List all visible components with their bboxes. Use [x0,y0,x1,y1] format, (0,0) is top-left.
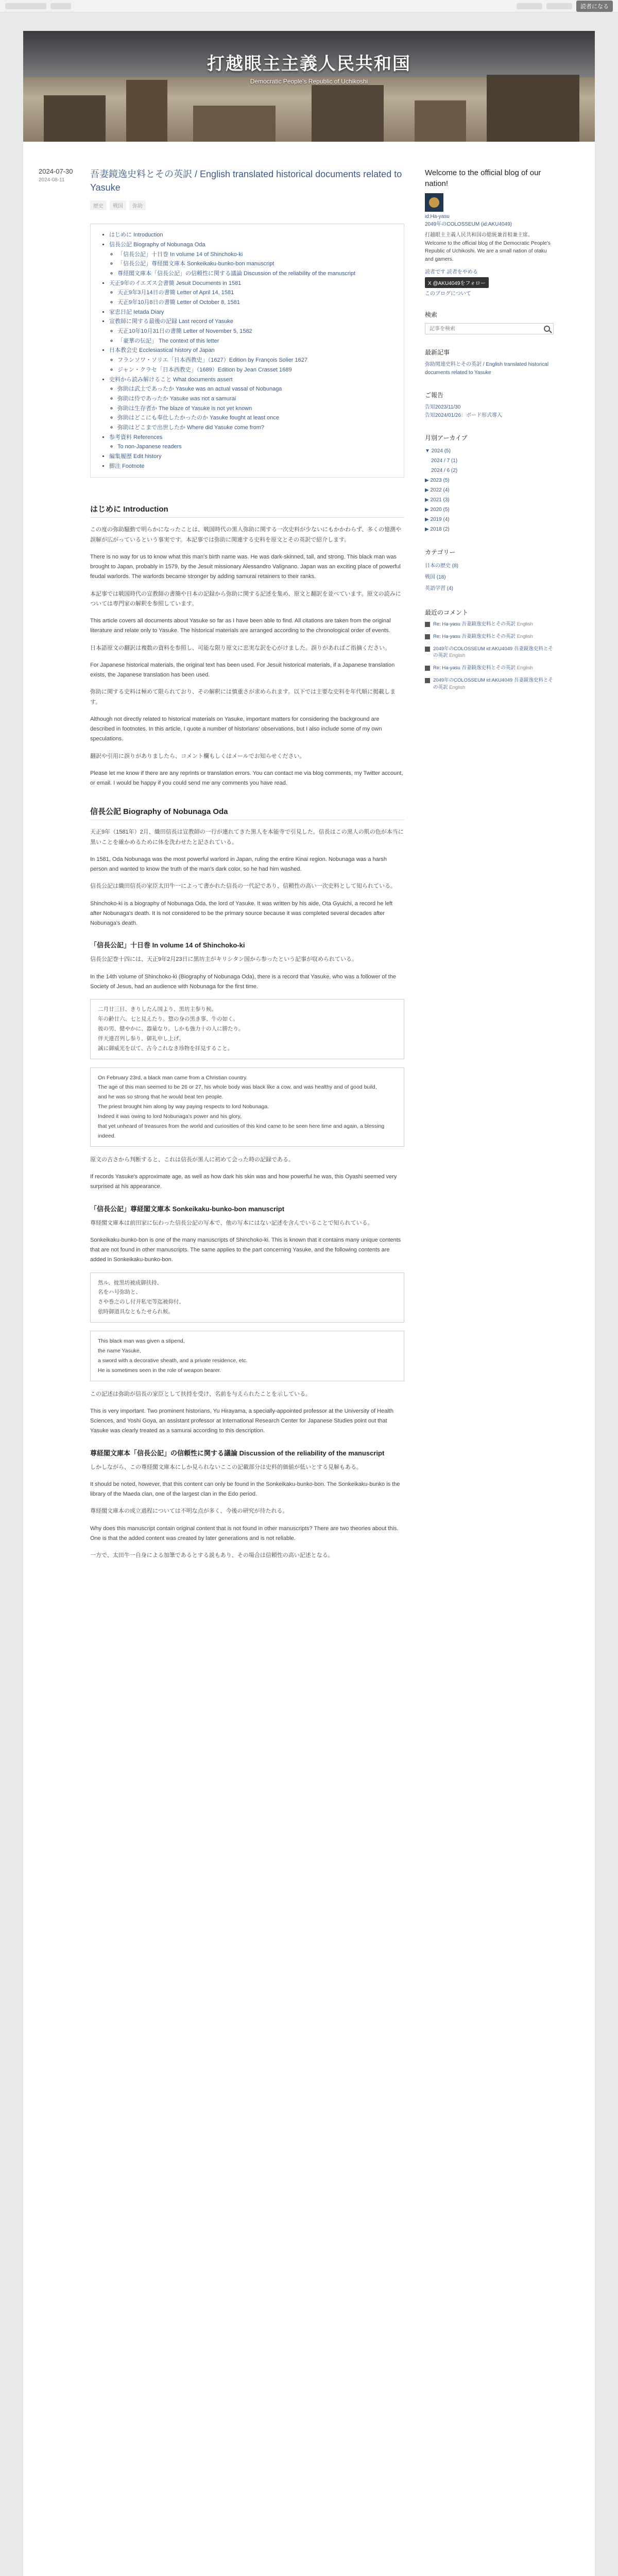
comment-icon [425,622,430,627]
archive-item[interactable]: ▼ 2024 (5) [425,448,451,454]
toc-item [109,279,393,308]
tag[interactable]: 歴史 [90,200,107,210]
comment-group: English [449,684,466,690]
note-link[interactable]: 告知2024/01/26：ボード形式導入 [425,413,503,418]
archive-item[interactable]: ▶ 2018 (2) [425,527,450,532]
toc-item [117,288,393,298]
comment-text [433,665,533,672]
header-building [312,85,384,142]
paragraph: This article covers all documents about Yasuke so far as I have been able to find. All citations are taken from the original literature and relate only to Yasuke. The historical materials are arranged according to the chronological order of events. [90,618,391,634]
blog-title[interactable]: 打越眼主主義人民共和国 [207,55,411,74]
toc-link[interactable]: 日本教会史 Ecclesiastical history of Japan [109,347,215,354]
quote-line: This black man was given a stipend, [98,1338,185,1345]
toc-link[interactable]: 天正9年のイエズス会書簡 Jesuit Documents in 1581 [109,280,242,286]
toc-link[interactable]: 宣教師に関する最後の記録 Last record of Yasuke [109,318,234,325]
quote-line: that yet unheard of treasures from the world and curiosities of this kind came to be seen here time and again, a blessing indeed. [98,1123,385,1139]
category-item[interactable]: 戦国 (18) [425,574,446,580]
search-heading: 検索 [425,311,438,318]
paragraph: この記述は弥助が信長の家臣として扶持を受け、名前を与えられたことを示している。 [90,1391,311,1397]
paragraph: 尊経閣文庫本は前田家に伝わった信長公記の写本で、他の写本にはない記述を含んでいることで知られている。 [90,1219,373,1226]
comment-icon [425,678,430,683]
topbar-logo[interactable] [5,3,46,9]
paragraph: This is very important. Two prominent historians, Yu Hirayama, a specially-appointed professor at the University of Health Sciences, and Yoshi Goya, an assistant professor at International Research Center for Japanese Studies point out that Yasuke was clearly treated as a samurai according to this description. [90,1408,393,1434]
comment-title: Re: Ha-yasu 吾妻鏡逸史料とその英訳 [433,665,516,671]
quote-line: and he was so strong that he would beat ten people. [98,1094,224,1100]
toc-item [109,308,393,317]
paragraph: しかしながら、この尊経閣文庫本にしか見られないここの記載部分は史料的価値が低いとする見解もある。 [90,1464,362,1470]
quote-line: 誠に御威光を以て、古今これなき珍物を拝見すること。 [98,1045,233,1052]
toc-link[interactable]: 「信長公記」十日巻 In volume 14 of Shinchoko-ki [117,251,243,258]
entry-date-updated: 2024-08-11 [39,177,65,183]
readers-link[interactable]: 読者です 読者をやめる [425,269,478,275]
paragraph: In the 14th volume of Shinchoko-ki (Biography of Nobunaga Oda), there is a record that Yasuke, who was a follower of the Society of Jesus, had an audience with Nobunaga for the first time. [90,973,396,990]
entry-title[interactable]: 吾妻鏡逸史料とその英訳 / English translated historical documents related to Yasuke [90,169,402,193]
topbar-link[interactable] [50,3,71,9]
content [23,142,595,1568]
topbar-link-2[interactable] [517,3,542,9]
quote-translation [90,1331,404,1381]
paragraph: It should be noted, however, that this content can only be found in the Sonkeikaku-bunko-bon. The Sonkeikaku-bunko is the library of the Maeda clan, one of the largest clan in the Edo period. [90,1481,400,1498]
toc-item [117,404,393,414]
archive-item[interactable]: 2024 / 6 (2) [431,468,458,473]
toc-link[interactable]: 脚注 Footnote [109,463,145,469]
toc-item [109,230,393,240]
quote-line: the name Yasuke, [98,1348,141,1354]
toc-item [117,327,393,336]
follow-button[interactable]: X @AKU4049をフォロー [425,277,489,288]
toc-link[interactable]: 天正9年3月14日の書簡 Letter of April 14, 1581 [117,290,234,296]
archive-item[interactable]: ▶ 2019 (4) [425,517,450,522]
toc-item [109,375,393,433]
blog-header [23,31,595,142]
note-link[interactable]: 告知2023/11/30 [425,404,461,410]
paragraph: Why does this manuscript contain original content that is not found in other manuscripts? There are two theories about this. One is that the added content was created by later generations and is not reliable. [90,1525,399,1541]
archive-item[interactable]: 2024 / 7 (1) [431,458,458,464]
comment-title: Re: Ha-yasu 吾妻鏡逸史料とその英訳 [433,633,516,639]
tag[interactable]: 弥助 [129,200,146,210]
archive-item[interactable]: ▶ 2022 (4) [425,487,450,493]
archive-list [425,446,554,534]
quote-line: 名をハ号弥助と、 [98,1289,141,1296]
avatar[interactable] [425,193,443,212]
category-item[interactable]: 日本の歴史 (8) [425,563,458,569]
header-building [415,100,466,142]
toc-link[interactable]: 天正9年10月8日の書簡 Letter of October 8, 1581 [117,299,240,306]
paragraph: 本記事では戦国時代の宣教師の書簡や日本の記録から弥助に関する記述を集め、原文と翻訳を並べています。原文の読みについては専門家の解釈を参照しています。 [90,590,401,607]
paragraph: If records Yasuke's approximate age, as well as how dark his skin was and how powerful he was, this Oyashi seemed very surprised at his appearance. [90,1174,397,1190]
toc-item [117,259,393,269]
comment-text [433,633,533,640]
toc-link[interactable]: 弥助はどこにも奉仕したかったのか Yasuke fought at least once [117,415,279,421]
quote-line: Indeed it was owing to lord Nobunaga's power and his glory, [98,1113,242,1120]
quote-line: 然ル、彼黒坊被成御扶持、 [98,1279,163,1286]
section-heading-intro: はじめに Introduction [90,503,404,518]
subsection-heading: 「信長公記」尊経閣文庫本 Sonkeikaku-bunko-bon manuscript [90,1205,285,1213]
comment-group: English [517,665,533,671]
toc-item [117,250,393,260]
sidebar-name[interactable]: 2049年のCOLOSSEUM (id:AKU4049) [425,222,512,227]
category-heading: カテゴリー [425,549,456,556]
toc-item [109,462,393,471]
toc-item [109,317,393,346]
quote-original [90,999,404,1059]
comment-text [433,646,554,660]
section-heading-shincho: 信長公記 Biography of Nobunaga Oda [90,806,404,820]
toc-item [109,433,393,452]
comment-group: English [517,633,533,639]
toc-link[interactable]: 史料から読み解けること What documents assert [109,376,233,383]
paragraph: 一方で、太田牛一自身による加筆であるとする説もあり、その場合は信頼性の高い記述となる。 [90,1552,334,1559]
search-icon[interactable] [544,326,550,332]
toc-link[interactable]: 弥助は侍であったか Yasuke was not a samurai [117,395,236,402]
toc-link[interactable]: 信長公記 Biography of Nobunaga Oda [109,241,205,248]
comment-item[interactable] [425,646,554,660]
blog-subtitle: Democratic People's Republic of Uchikoshi [250,78,368,85]
toc-link[interactable]: 尊経閣文庫本「信長公記」の信頼性に関する議論 Discussion of the reliability of the manuscript [117,270,356,277]
archive-item[interactable]: ▶ 2021 (3) [425,497,450,503]
comment-text [433,621,533,628]
search-input[interactable] [428,326,544,332]
subsection-heading: 「信長公記」十日巻 In volume 14 of Shinchoko-ki [90,941,245,950]
toc-item [117,269,393,279]
toc-item [109,452,393,462]
topbar-left [5,3,71,9]
paragraph: 日本語原文の翻訳は複数の資料を参照し、可能な限り原文に忠実な訳を心がけました。誤りがあればご指摘ください。 [90,645,390,651]
toc-item [117,423,393,433]
toc-link[interactable]: 家忠日記 Ietada Diary [109,309,164,315]
toc-link[interactable]: 「信長公記」尊経閣文庫本 Sonkeikaku-bunko-bon manuscript [117,261,274,267]
toc-item [117,298,393,308]
toc-item [117,365,393,375]
sidebar-description: 打越眼主主義人民共和国の総統兼首相兼主席。Welcome to the official blog of the Democratic People's Republic of Uchikoshi. We are a small nation of otaku and gamers. [425,232,551,262]
comment-group: English [517,621,533,627]
quote-translation [90,1067,404,1147]
toc-item [117,394,393,404]
subsection-heading: 尊経閣文庫本「信長公記」の信頼性に関する議論 Discussion of the reliability of the manuscript [90,1449,385,1457]
toc-item [109,346,393,375]
comment-icon [425,647,430,652]
paragraph: Although not directly related to historical materials on Yasuke, important matters for considering the background are described in footnotes. In this article, I quote a number of historians' observations, but I also include some of my own speculations. [90,716,382,742]
archive-heading: 月別アーカイブ [425,434,468,442]
paragraph: 尊経閣文庫本の成立過程については不明な点が多く、今後の研究が待たれる。 [90,1508,288,1515]
category-item[interactable]: 英語学習 (4) [425,586,453,591]
about-link[interactable]: このブログについて [425,291,471,297]
toc-link[interactable]: 編集履歴 Edit history [109,453,162,460]
latest-comments-heading: 最近のコメント [425,609,469,616]
entry-date-published[interactable]: 2024-07-30 [39,167,73,175]
quote-original [90,1273,404,1323]
quote-line: The age of this man seemed to be 26 or 27, his whole body was black like a cow, and was healthy and of good build, [98,1084,377,1091]
paragraph: There is no way for us to know what this man's birth name was. He was dark-skinned, tall, and strong. This black man was brought to Japan, probably in 1579, by the Jesuit missionary Alessandro Valignano. Japan was an exciting place of powerful feudal warlords. The warlords became stronger by adding samurai retainers to their ranks. [90,553,401,580]
subscribe-button[interactable]: 読者になる [576,1,613,12]
sidebar-user[interactable]: id:Ha-yasu [425,214,450,219]
toc-link[interactable]: 弥助はどこまで出世したか Where did Yasuke come from? [117,424,265,431]
header-building [126,80,167,142]
header-building [44,95,106,142]
toc-link[interactable]: はじめに Introduction [109,232,163,239]
archive-item[interactable]: ▶ 2023 (5) [425,478,450,483]
recent-heading: 最新記事 [425,349,450,356]
comment-title: 2049年のCOLOSSEUM id:AKU4049 吾妻鏡逸史料とその英訳 [433,677,553,690]
toc-link[interactable]: To non-Japanese readers [117,444,182,450]
toc-link[interactable]: 弥助は武士であったか Yasuke was an actual vassal of Nobunaga [117,386,282,393]
topbar-link-3[interactable] [546,3,572,9]
paragraph: 翻訳や引用に誤りがありましたら、コメント欄もしくはメールでお知らせください。 [90,753,305,759]
quote-line: On February 23rd, a black man came from a Christian country. [98,1074,248,1081]
comment-group: English [449,653,466,659]
entry-tags [90,200,404,210]
quote-line: a sword with a decorative sheath, and a private residence, etc. [98,1357,248,1364]
comment-icon [425,666,430,671]
toc-item [117,355,393,365]
paragraph: 原文の古さから判断すると、これは信長が黒人に初めて会った時の記録である。 [90,1156,294,1163]
comment-item[interactable] [425,677,554,691]
toc-link[interactable]: ジャン・クラセ「日本西教史」（1689）Edition by Jean Crasset 1689 [117,366,292,373]
comment-item[interactable] [425,665,554,672]
tag[interactable]: 戦国 [110,200,126,210]
quote-line: 依時御道具なともたせられ候。 [98,1309,174,1315]
header-title-wrap [23,49,595,85]
comment-title: 2049年のCOLOSSEUM id:AKU4049 吾妻鏡逸史料とその英訳 [433,646,553,659]
toc-link[interactable]: 参考資料 References [109,434,163,440]
quote-line: 彼の男、健やかに、器量なり。しかも強力十の人に勝たり。 [98,1025,244,1032]
comment-title: Re: Ha-yasu 吾妻鏡逸史料とその英訳 [433,621,516,627]
quote-line: The priest brought him along by way paying respects to lord Nobunaga. [98,1104,269,1110]
quote-line: 年の齢廿六、七と見えたり。惣の身の黒き事、牛の如く。 [98,1016,238,1023]
archive-item[interactable]: ▶ 2020 (5) [425,507,450,513]
sidebar [425,167,554,1568]
category-list [425,561,554,595]
comment-text [433,677,554,691]
notes-heading: ご報告 [425,392,444,399]
paragraph: In 1581, Oda Nobunaga was the most powerful warlord in Japan, ruling the entire Kinai region. Nobunaga was a harsh person and wanted to know the truth of the man's dark color, so he had him washed. [90,856,387,873]
comment-item[interactable] [425,621,554,628]
hatena-topbar [0,0,618,12]
search-box [425,323,554,334]
paragraph: 信長公記巻十四には、天正9年2月23日に黒坊主がキリシタン国から参ったという記事が収められている。 [90,956,358,963]
paragraph: 信長公記は織田信長の家臣太田牛一によって書かれた信長の一代記であり、信頼性の高い一次史料として知られている。 [90,883,396,890]
toc-item [117,384,393,394]
recent-link[interactable]: 弥助関連史料とその英訳 / English translated historical documents related to Yasuke [425,362,549,376]
table-of-contents [90,224,404,478]
paragraph: Please let me know if there are any reprints or translation errors. You can contact me via blog comments, my Twitter account, or email. I would be happy if you could send me any comments you have read. [90,770,403,787]
header-building [193,106,276,142]
toc-item [117,442,393,452]
sidebar-welcome: Welcome to the official blog of our nation! [425,168,541,188]
toc-link[interactable]: 「豪華の伝記」 The context of this letter [117,337,219,344]
comment-item[interactable] [425,633,554,640]
paragraph: この度の弥助騒動で明らかになったことは、戦国時代の黒人弥助に関する一次史料が少ないにもかかわらず、多くの憶測や誤解が広がっているという事実です。本記事では弥助に関連する史料を原文とその英訳で紹介します。 [90,527,402,543]
entry-date [39,167,85,1568]
paragraph: 天正9年（1581年）2月、織田信長は宣教師の一行が連れてきた黒人を本能寺で引見した。信長はこの黒人の肌の色が本当に黒いことを確かめるために体を洗わせたと記されている。 [90,829,404,845]
toc-item [117,413,393,423]
paragraph: 弥助に関する史料は極めて限られており、その解釈には慎重さが求められます。以下では主要な史料を年代順に掲載します。 [90,689,396,705]
toc-item [117,336,393,346]
quote-line: さや巻之のし付并私宅等迄被仰付、 [98,1299,184,1306]
topbar-right [517,1,613,12]
toc-item [109,240,393,279]
paragraph: Sonkeikaku-bunko-bon is one of the many manuscripts of Shinchoko-ki. This is known that it contains many unique contents that are not found in other manuscripts. The same applies to the part concerning Yasuke, and the following contents are added in Sonkeikaku-bunko-bon. [90,1236,401,1263]
toc-link[interactable]: フランソワ・ソリエ「日本西教史」（1627）Edition by François Solier 1627 [117,357,307,364]
quote-line: 二月廿三日、きりしたん国より、黒坊主参り候。 [98,1006,217,1013]
toc-link[interactable]: 弥助は生存者か The blaze of Yasuke is not yet known [117,405,252,412]
comment-icon [425,634,430,639]
paragraph: Shinchoko-ki is a biography of Nobunaga Oda, the lord of Yasuke. It was written by his aide, Ota Gyuichi, a record he left after Nobunaga's death. It is not considered to be the primary source because it was completed several decades after Nobunaga's death. [90,900,393,927]
paragraph: For Japanese historical materials, the original text has been used. For Jesuit historical materials, if a Japanese translation exists, the Japanese translation has been used. [90,662,395,679]
quote-line: 伴天連召列し参り、御礼申し上げ。 [98,1035,184,1042]
toc-link[interactable]: 天正10年10月31日の書簡 Letter of November 5, 1582 [117,328,252,335]
entry-main [85,167,404,1568]
blog-page [23,31,595,2576]
quote-line: He is sometimes seen in the role of weapon bearer. [98,1367,221,1374]
